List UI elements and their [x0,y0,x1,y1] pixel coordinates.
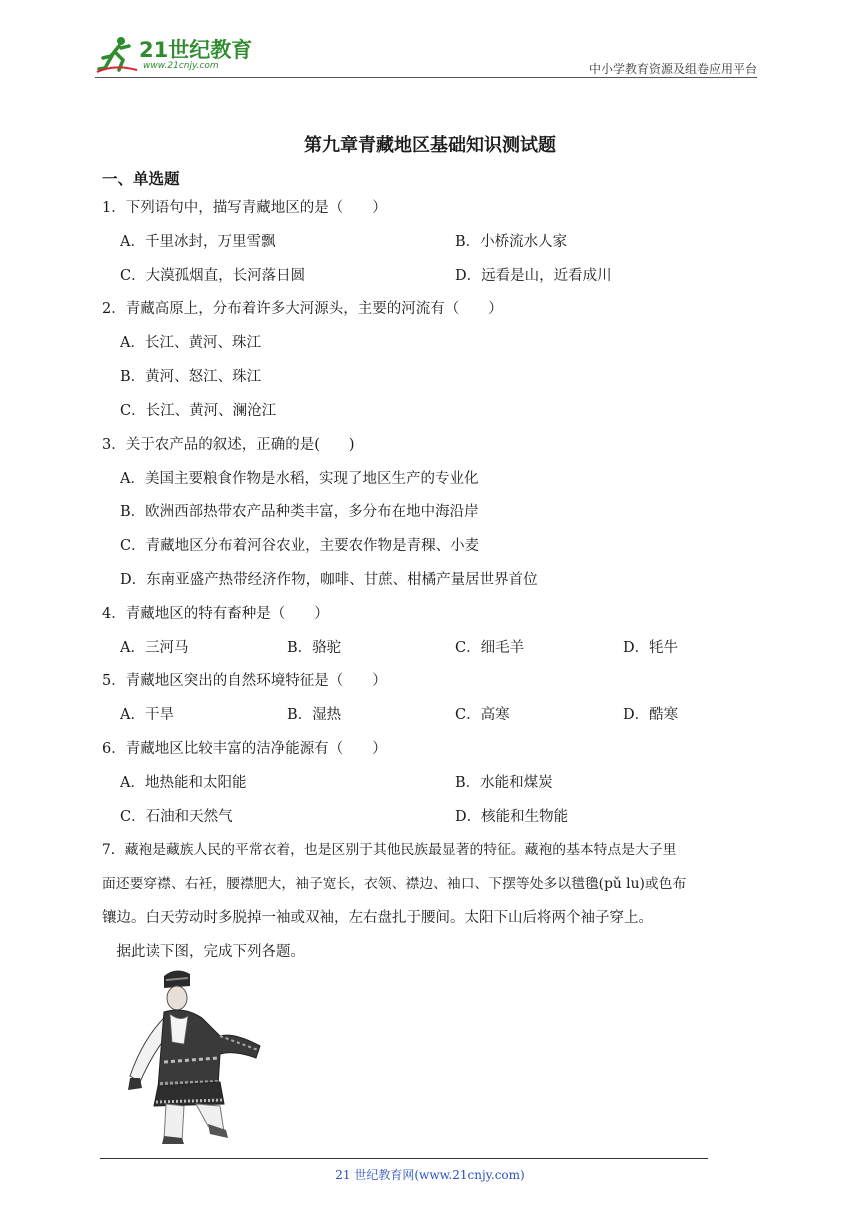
question-5-option-d: D．酷寒 [623,707,679,723]
question-5-option-c: C．高寒 [455,707,510,723]
question-6-option-a: A．地热能和太阳能 [120,775,247,791]
question-2-option-b: B．黄河、怒江、珠江 [120,369,262,385]
logo-url: www.21cnjy.com [143,61,219,71]
question-4-option-d: D．牦牛 [623,640,679,656]
tibetan-robe-figure [124,966,264,1144]
question-7-line-2: 面还要穿襟、右衽，腰襟肥大，袖子宽长，衣领、襟边、袖口、下摆等处多以氆氇(pǔ lu)或色布 [102,876,687,892]
page-header [95,30,757,78]
question-3-stem: 3．关于农产品的叙述，正确的是( ) [102,437,355,453]
header-platform-text: 中小学教育资源及组卷应用平台 [588,62,757,76]
question-3-option-d: D．东南亚盛产热带经济作物，咖啡、甘蔗、柑橘产量居世界首位 [120,572,538,588]
question-7-line-1: 7．藏袍是藏族人民的平常衣着，也是区别于其他民族最显著的特征。藏袍的基本特点是大子里 [102,842,677,858]
question-5-stem: 5．青藏地区突出的自然环境特征是（ ） [102,673,387,689]
question-4-option-c: C．细毛羊 [455,640,525,656]
question-1-option-d: D．远看是山，近看成川 [455,268,612,284]
site-logo [95,34,265,74]
question-2-stem: 2．青藏高原上，分布着许多大河源头，主要的河流有（ ） [102,301,503,317]
question-6-stem: 6．青藏地区比较丰富的洁净能源有（ ） [102,741,387,757]
question-7-line-3: 镶边。白天劳动时多脱掉一袖或双袖，左右盘扎于腰间。太阳下山后将两个袖子穿上。 [102,910,653,926]
question-2-option-c: C．长江、黄河、澜沧江 [120,403,277,419]
question-1-option-b: B．小桥流水人家 [455,234,568,250]
question-1-stem: 1．下列语句中，描写青藏地区的是（ ） [102,200,387,216]
page-title: 第九章青藏地区基础知识测试题 [304,135,556,156]
question-3-option-a: A．美国主要粮食作物是水稻，实现了地区生产的专业化 [120,471,479,487]
question-6-option-d: D．核能和生物能 [455,809,569,825]
page-footer: 21 世纪教育网(www.21cnjy.com) [335,1168,525,1182]
question-1-option-c: C．大漠孤烟直，长河落日圆 [120,268,306,284]
question-5-option-a: A．干旱 [120,707,174,723]
question-7-line-4: 据此读下图，完成下列各题。 [102,944,305,960]
section-heading: 一、单选题 [102,170,180,188]
footer-divider [100,1158,708,1159]
question-3-option-b: B．欧洲西部热带农产品种类丰富，多分布在地中海沿岸 [120,504,479,520]
question-1-option-a: A．千里冰封，万里雪飘 [120,234,276,250]
question-4-option-b: B．骆驼 [287,640,342,656]
logo-text: 21世纪教育 [139,38,253,62]
runner-logo-icon [95,34,139,74]
question-2-option-a: A．长江、黄河、珠江 [120,335,261,351]
question-4-option-a: A．三河马 [120,640,189,656]
question-4-stem: 4．青藏地区的特有畜种是（ ） [102,606,329,622]
question-3-option-c: C．青藏地区分布着河谷农业，主要农作物是青稞、小麦 [120,538,480,554]
header-divider [95,77,757,78]
question-5-option-b: B．湿热 [287,707,342,723]
dancer-illustration-icon [124,966,264,1144]
question-6-option-b: B．水能和煤炭 [455,775,553,791]
question-6-option-c: C．石油和天然气 [120,809,233,825]
